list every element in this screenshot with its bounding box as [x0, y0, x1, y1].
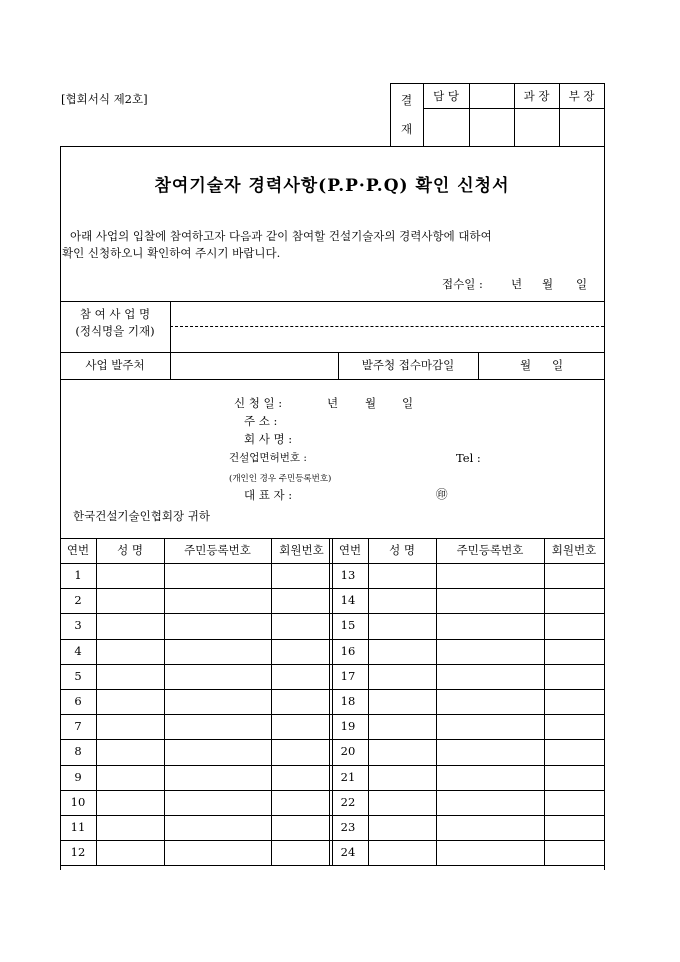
table-row-number: 8	[74, 744, 82, 759]
table-header-6: 성 명	[389, 543, 415, 557]
approval-col-1: 담 당	[433, 89, 459, 103]
approval-col-3: 과 장	[523, 89, 550, 103]
project-name-field[interactable]	[172, 302, 602, 350]
table-header-7: 주민등록번호	[456, 543, 524, 557]
receipt-year: 년	[511, 277, 523, 291]
address-label: 주 소 :	[244, 414, 278, 428]
project-name-label: 참 여 사 업 명	[79, 307, 151, 321]
table-row-number: 13	[340, 568, 356, 582]
apply-month: 월	[365, 396, 377, 410]
table-header-1: 연번	[66, 543, 90, 557]
table-row-number: 21	[340, 769, 356, 784]
tel-label: Tel :	[456, 451, 481, 465]
table-row-number: 18	[340, 694, 356, 708]
table-row-number: 6	[74, 694, 82, 708]
receipt-day: 일	[576, 277, 588, 291]
table-row-number: 5	[74, 668, 82, 683]
table-row-number: 9	[74, 769, 82, 784]
table-row-number: 23	[340, 820, 356, 834]
table-row-number: 17	[340, 668, 356, 683]
table-header-3: 주민등록번호	[184, 543, 251, 557]
table-header-5: 연번	[338, 543, 362, 557]
license-note: (개인인 경우 주민등록번호)	[229, 474, 332, 484]
client-field[interactable]	[172, 353, 336, 378]
table-row-number: 24	[340, 845, 356, 860]
table-row-number: 1	[74, 568, 82, 582]
project-name-label-note: (정식명을 기재)	[75, 324, 155, 338]
apply-date-label: 신 청 일 :	[234, 396, 283, 410]
approval-label-bottom: 재	[400, 122, 413, 136]
approval-label-top: 결	[400, 93, 413, 107]
table-row-number: 22	[340, 794, 356, 809]
table-header-4: 회원번호	[279, 543, 324, 557]
table-row-number: 2	[74, 593, 82, 608]
company-label: 회 사 명 :	[244, 432, 293, 446]
deadline-day: 일	[552, 358, 564, 372]
representative-label: 대 표 자 :	[244, 488, 293, 502]
table-row-number: 19	[340, 719, 356, 734]
license-label: 건설업면허번호 :	[229, 452, 307, 464]
table-row-number: 12	[70, 845, 86, 860]
table-row-number: 20	[340, 744, 356, 759]
table-row-number: 4	[74, 643, 82, 658]
form-code: [협회서식 제2호]	[61, 92, 148, 106]
addressee: 한국건설기술인협회장 귀하	[73, 509, 210, 523]
table-row-number: 16	[340, 643, 356, 658]
deadline-month: 월	[520, 358, 532, 372]
table-row-number: 11	[70, 820, 86, 834]
table-header-2: 성 명	[117, 543, 143, 557]
apply-day: 일	[402, 396, 414, 410]
table-header-8: 회원번호	[551, 543, 597, 557]
page-title: 참여기술자 경력사항(P.P·P.Q) 확인 신청서	[154, 176, 510, 196]
intro-line-1: 아래 사업의 입찰에 참여하고자 다음과 같이 참여할 건설기술자의 경력사항에 대하여	[70, 229, 492, 243]
receipt-month: 월	[542, 277, 554, 291]
client-label: 사업 발주처	[85, 358, 145, 372]
table-row-number: 10	[70, 794, 86, 809]
table-row-number: 15	[340, 618, 356, 633]
intro-line-2: 확인 신청하오니 확인하여 주시기 바랍니다.	[62, 246, 281, 260]
deadline-label: 발주청 접수마감일	[361, 358, 455, 372]
table-row-number: 7	[74, 719, 82, 734]
approval-col-4: 부 장	[568, 89, 595, 103]
table-row-number: 14	[340, 593, 356, 608]
receipt-label: 접수일 :	[442, 277, 483, 291]
seal-icon: ㊞	[436, 487, 448, 501]
table-row-number: 3	[74, 618, 82, 633]
apply-year: 년	[327, 396, 339, 410]
